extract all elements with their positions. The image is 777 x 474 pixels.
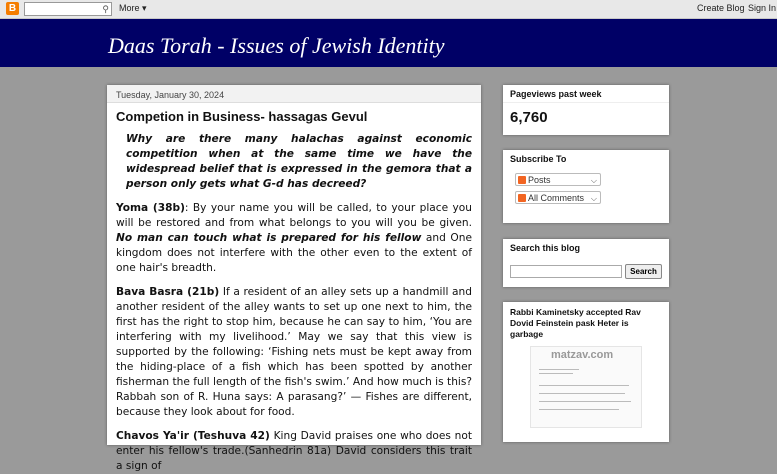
search-icon[interactable]: ⚲ [102,4,109,14]
caret-down-icon: ▾ [142,3,147,13]
subscribe-comments-button[interactable] [515,191,601,204]
more-label: More [119,3,140,13]
post-paragraph-1 [116,201,472,276]
document-line [539,369,579,370]
post-paragraph-3 [116,429,472,474]
emphasis-text: No man can touch what is prepared for his fellow [116,232,422,244]
featured-post-title[interactable]: Rabbi Kaminetsky accepted Rav Dovid Feinstein pask Heter is garbage [510,307,641,339]
widget-title: Search this blog [510,243,581,253]
post-container [107,85,481,472]
sign-in-link[interactable]: Sign In [748,3,777,13]
navbar-search-box [24,2,112,16]
paragraph-text: : By your name you will be called, to your place you will be restored and from what belongs to you will you be given. [116,202,472,229]
featured-post-image[interactable] [530,346,642,428]
subscribe-posts-button[interactable] [515,173,601,186]
source-ref: Bava Basra (21b) [116,286,220,298]
feed-icon [518,176,526,184]
feed-icon [518,194,526,202]
document-line [539,401,631,402]
document-line [539,393,625,394]
blog-title[interactable]: Daas Torah - Issues of Jewish Identity [108,33,445,58]
post-paragraph-2 [116,285,472,420]
post-question: Why are there many halachas against economic competition when at the same time we have the widespread belief that is expressed in the gemora that a person only gets what G-d has decreed? [126,133,472,190]
featured-post-widget [503,302,669,442]
document-line [539,373,573,374]
chevron-down-icon: ⌵ [590,176,597,185]
blogger-logo[interactable]: B [6,2,19,15]
post-body [116,132,472,474]
blog-search-button[interactable]: Search [625,264,662,279]
more-menu[interactable] [119,3,147,14]
document-line [539,409,619,410]
post-title[interactable]: Competion in Business- hassagas Gevul [116,109,368,124]
pageview-count: 6,760 [510,109,548,126]
blogger-navbar [0,0,777,19]
source-ref: Yoma (38b) [116,202,185,214]
blog-search-input[interactable] [510,265,622,278]
paragraph-text: King David praises one who does not enter his fellow's trade.(Sanhedrin 81a) David considers this trait a sign of [116,430,472,472]
blog-header [0,19,777,67]
paragraph-text: and One kingdom does not interfere with the other even to the extent of one hair's breadth. [116,232,472,274]
widget-title: Subscribe To [510,154,567,164]
document-line [539,385,629,386]
paragraph-text: If a resident of an alley sets up a handmill and another resident of the alley wants to set up one next to him, the first has the right to stop him, because he can say to him, ‘You are interfering with my livelihood.’ May we say that this view is supported by the following: ‘Fishing nets must be kept away from the hiding-place of a fish which has been spotted by another fisherman the full length of the fish's swim.’ And how much is this? Rabbah son of R. Huna says: A parasang?’ — Fishes are different, because they look about for food. [116,286,472,418]
widget-title: Pageviews past week [503,85,669,103]
search-widget [503,239,669,287]
source-ref: Chavos Ya'ir (Teshuva 42) [116,430,270,442]
post-date: Tuesday, January 30, 2024 [107,85,481,103]
image-logo-text: matzav.com [551,349,614,361]
subscribe-posts-label: Posts [528,175,551,185]
navbar-search-input[interactable] [25,9,99,19]
subscribe-comments-label: All Comments [528,193,585,203]
subscribe-widget [503,150,669,223]
pageviews-widget [503,85,669,135]
blog-search-row [510,265,669,279]
create-blog-link[interactable]: Create Blog [697,3,745,13]
chevron-down-icon: ⌵ [590,194,597,203]
